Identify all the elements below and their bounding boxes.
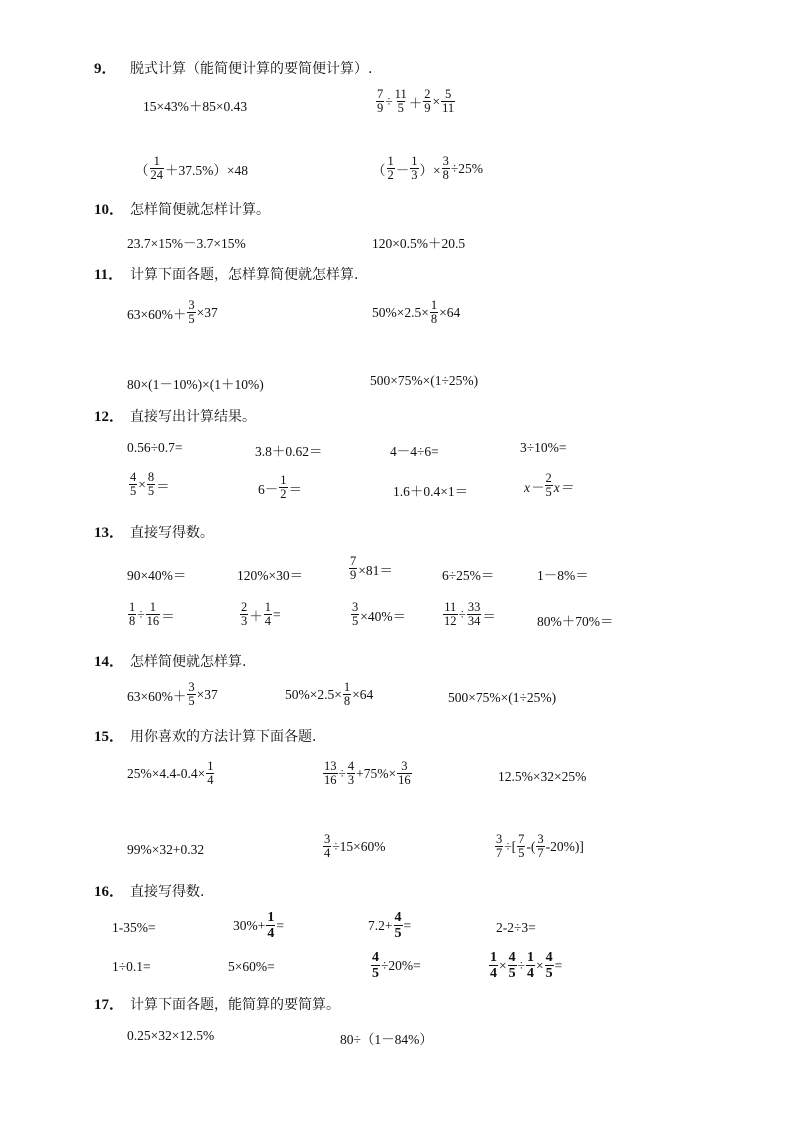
q14-expression-3: 500×75%×(1÷25%): [448, 690, 557, 705]
q12-item-8: x－ 2 5 x＝: [524, 471, 574, 499]
question-15-header: [94, 725, 316, 746]
q9-expression-1: 15×43%＋85×0.43: [143, 99, 248, 114]
q12-item-6: 6－ 1 2 ＝: [258, 473, 302, 501]
q9-expression-4: （ 1 2 － 1 3 ）× $\frac{3}{8}$ ÷25%: [372, 154, 484, 182]
fraction: $\frac{8}{5}$: [147, 470, 155, 498]
question-title: 脱式计算（能简便计算的要简便计算）.: [130, 61, 373, 77]
q11-expression-2: 50%×2.5× $\frac{1}{8}$ ×64: [372, 298, 461, 326]
q10-expression-1: 23.7×15%－3.7×15%: [127, 236, 246, 251]
q16-item-5: 1÷0.1=: [112, 959, 151, 974]
q11-expression-4: 500×75%×(1÷25%): [370, 373, 479, 388]
fraction: 1 3: [411, 154, 418, 182]
question-number: 9．: [94, 61, 117, 77]
q13-item-5: 1－8%＝: [537, 568, 589, 583]
fraction: $\frac{33}{34}$: [467, 600, 481, 628]
q16-item-4: 2-2÷3=: [496, 920, 536, 935]
q12-item-2: 3.8＋0.62＝: [255, 444, 323, 459]
q9-expression-3: （ 1 24 ＋37.5%）×48: [135, 154, 248, 182]
fraction: $\frac{1}{4}$: [490, 950, 497, 981]
fraction: $\frac{1}{8}$: [129, 600, 136, 628]
q17-expression-1: 0.25×32×12.5%: [127, 1028, 215, 1043]
fraction: $\frac{1}{4}$: [267, 910, 275, 941]
q16-item-2: 30%+ $\frac{1}{4}$ =: [233, 910, 284, 941]
question-title: 用你喜欢的方法计算下面各题.: [130, 729, 317, 745]
fraction: $\frac{4}{5}$: [130, 470, 137, 498]
question-title: 直接写出计算结果。: [130, 409, 256, 425]
q10-expression-2: 120×0.5%＋20.5: [372, 236, 466, 251]
q11-expression-3: 80×(1－10%)×(1＋10%): [127, 377, 264, 392]
fraction: $\frac{4}{5}$: [545, 950, 553, 981]
q16-item-8: $\frac{1}{4}$ × $\frac{4}{5}$ ÷ $\frac{1}{4}$ × $\frac{4}{5}$ =: [490, 950, 563, 981]
q9-expression-2: $\frac{7}{9}$ ÷ $\frac{11}{5}$ ＋ $\frac{2}{9}$ × $\frac{5}{11}$: [377, 87, 455, 115]
fraction: $\frac{3}{5}$: [352, 600, 359, 628]
question-title: 直接写得数.: [130, 884, 205, 900]
fraction: $\frac{11}{5}$: [394, 87, 407, 115]
fraction: $\frac{7}{9}$: [350, 554, 357, 582]
q16-item-1: 1-35%=: [112, 920, 156, 935]
q15-expression-4: 99%×32+0.32: [127, 842, 205, 857]
fraction: 1 2: [280, 473, 287, 501]
q17-expression-2: 80÷（1－84%）: [340, 1032, 433, 1047]
fraction: $\frac{4}{5}$: [394, 910, 402, 941]
fraction: $\frac{4}{5}$: [508, 950, 516, 981]
question-number: 12．: [94, 409, 125, 425]
fraction: $\frac{7}{9}$: [377, 87, 384, 115]
q15-expression-2: $\frac{13}{16}$ ÷ $\frac{4}{3}$ +75%× $\frac{3}{16}$: [324, 759, 411, 787]
fraction: $\frac{13}{16}$: [324, 759, 337, 787]
question-16-header: [94, 880, 204, 901]
q14-expression-2: 50%×2.5× $\frac{1}{8}$ ×64: [285, 680, 374, 708]
fraction: $\frac{2}{9}$: [424, 87, 431, 115]
fraction: $\frac{1}{8}$: [343, 680, 351, 708]
fraction: $\frac{3}{5}$: [188, 298, 195, 326]
question-11-header: [94, 263, 358, 284]
q13-item-8: $\frac{3}{5}$ ×40%＝: [352, 600, 407, 628]
q12-item-1: 0.56÷0.7=: [127, 440, 183, 455]
fraction: $\frac{4}{5}$: [372, 950, 379, 981]
fraction: $\frac{4}{3}$: [347, 759, 355, 787]
q13-item-1: 90×40%＝: [127, 568, 187, 583]
fraction: $\frac{1}{4}$: [264, 600, 271, 628]
question-number: 10．: [94, 202, 125, 218]
question-13-header: [94, 521, 214, 542]
q12-item-4: 3÷10%=: [520, 440, 567, 455]
question-17-header: [94, 993, 340, 1014]
q13-item-3: $\frac{7}{9}$ ×81＝: [350, 554, 393, 582]
question-9-header: [94, 57, 372, 78]
fraction: $\frac{3}{4}$: [324, 832, 331, 860]
fraction: $\frac{1}{4}$: [527, 950, 535, 981]
fraction: $\frac{1}{16}$: [146, 600, 160, 628]
fraction: $\frac{11}{12}$: [444, 600, 457, 628]
q13-item-7: 2 3 ＋ $\frac{1}{4}$ =: [241, 600, 281, 628]
question-number: 17．: [94, 997, 125, 1013]
q16-item-7: $\frac{4}{5}$ ÷20%=: [372, 950, 421, 981]
q12-item-5: $\frac{4}{5}$ × $\frac{8}{5}$ ＝: [130, 470, 170, 498]
q15-expression-3: 12.5%×32×25%: [498, 769, 587, 784]
fraction: 1 24: [150, 154, 163, 182]
q13-item-9: $\frac{11}{12}$ ÷ $\frac{33}{34}$ ＝: [444, 600, 496, 628]
q12-item-3: 4－4÷6=: [390, 444, 439, 459]
fraction: $\frac{3}{8}$: [442, 154, 449, 182]
q13-item-10: 80%＋70%＝: [537, 614, 614, 629]
question-number: 14．: [94, 654, 125, 670]
question-title: 计算下面各题，能简算的要简算。: [130, 997, 340, 1013]
fraction: $\frac{1}{4}$: [207, 759, 214, 787]
fraction: $\frac{5}{11}$: [442, 87, 455, 115]
question-number: 11．: [94, 267, 124, 283]
q13-item-4: 6÷25%＝: [442, 568, 495, 583]
q15-expression-6: $\frac{3}{7}$ ÷[ 7 5 -( 3 7 -20%)]: [496, 832, 584, 860]
q13-item-2: 120%×30＝: [237, 568, 304, 583]
question-title: 怎样简便就怎样算.: [130, 654, 247, 670]
fraction: 7 5: [518, 832, 525, 860]
q15-expression-1: 25%×4.4-0.4× $\frac{1}{4}$: [127, 759, 214, 787]
question-number: 13．: [94, 525, 125, 541]
fraction: $\frac{3}{7}$: [496, 832, 503, 860]
fraction: $\frac{1}{8}$: [430, 298, 438, 326]
q16-item-3: 7.2+ $\frac{4}{5}$ =: [368, 910, 412, 941]
question-title: 计算下面各题，怎样算简便就怎样算.: [130, 267, 359, 283]
question-title: 怎样简便就怎样计算。: [130, 202, 270, 218]
fraction: 2 3: [241, 600, 248, 628]
question-12-header: [94, 405, 256, 426]
q13-item-6: $\frac{1}{8}$ ÷ $\frac{1}{16}$ ＝: [129, 600, 175, 628]
question-10-header: [94, 198, 270, 219]
question-14-header: [94, 650, 246, 671]
fraction: $\frac{3}{5}$: [188, 680, 195, 708]
q16-item-6: 5×60%=: [228, 959, 275, 974]
fraction: $\frac{3}{16}$: [398, 759, 411, 787]
q15-expression-5: $\frac{3}{4}$ ÷15×60%: [324, 832, 386, 860]
q12-item-7: 1.6＋0.4×1＝: [393, 484, 469, 499]
question-number: 15．: [94, 729, 125, 745]
fraction: 2 5: [545, 471, 552, 499]
fraction: 1 2: [387, 154, 394, 182]
fraction: 3 7: [537, 832, 544, 860]
question-number: 16．: [94, 884, 125, 900]
q11-expression-1: 63×60%＋ $\frac{3}{5}$ ×37: [127, 298, 218, 326]
q14-expression-1: 63×60%＋ $\frac{3}{5}$ ×37: [127, 680, 218, 708]
question-title: 直接写得数。: [130, 525, 214, 541]
